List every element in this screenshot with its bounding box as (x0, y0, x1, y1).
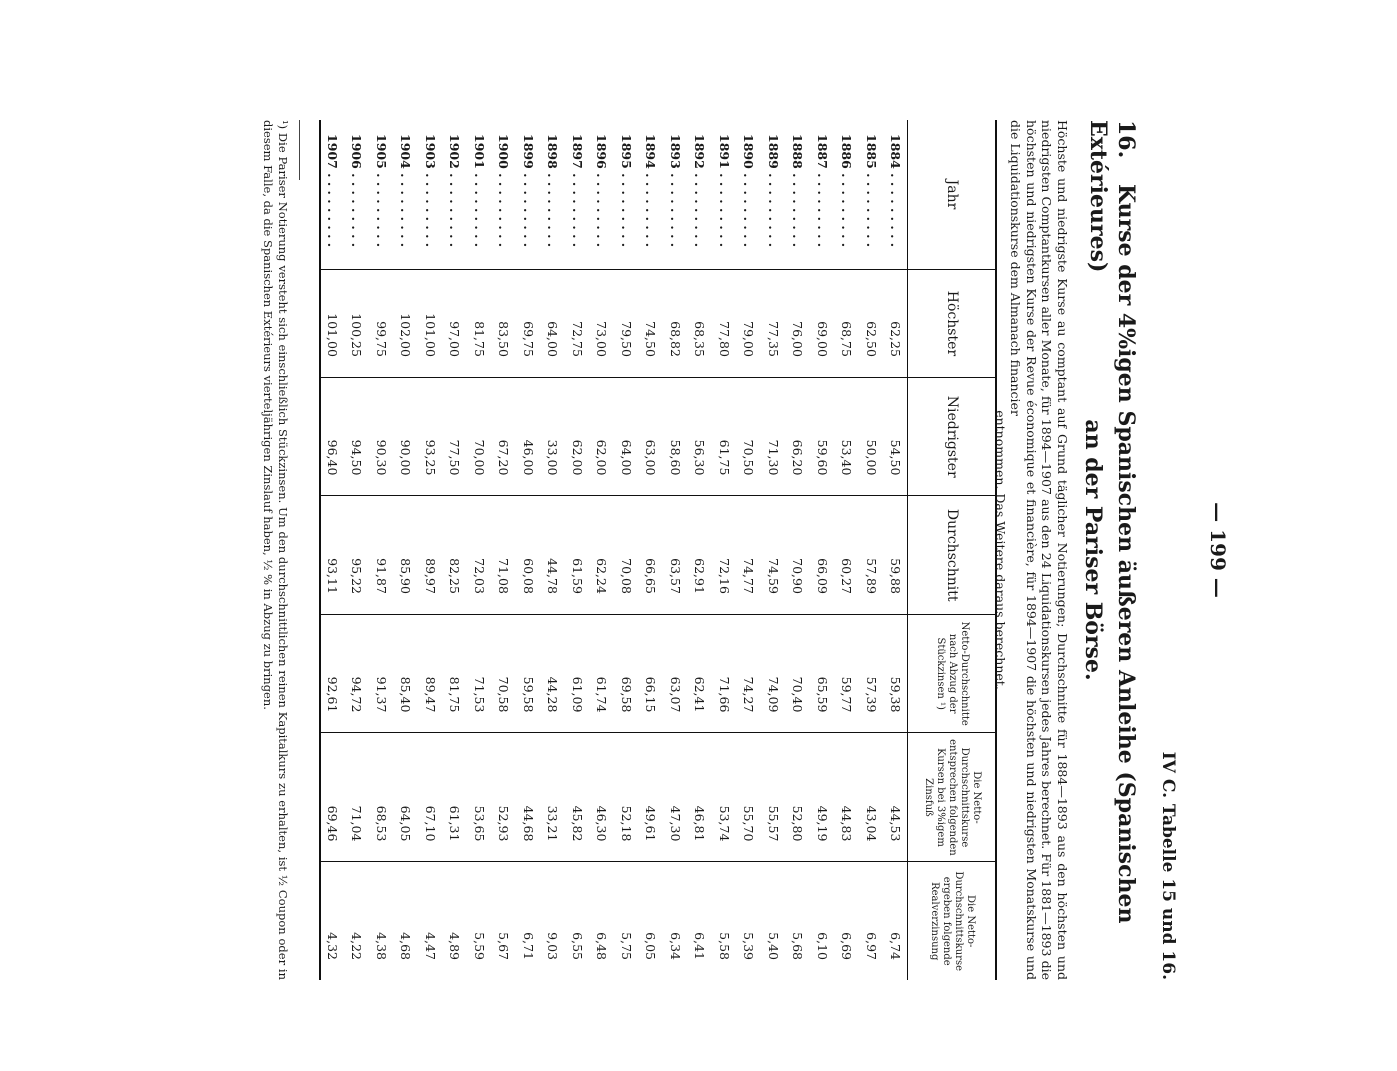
cell-jahr: 1887 . . . . . . . . . (810, 120, 835, 269)
cell-netto3: 53,65 (467, 733, 492, 862)
section-label: IV C. Tabelle 15 und 16. (1158, 751, 1178, 980)
col-header-hoechster: Höchster (908, 269, 996, 377)
cell-jahr: 1906 . . . . . . . . . (345, 120, 370, 269)
table-row (320, 120, 345, 980)
cell-rendite: 4,22 (349, 932, 365, 960)
cell-jahr: 1895 . . . . . . . . . (614, 120, 639, 269)
cell-hoechster: 101,00 (320, 269, 345, 377)
col-header-durchschnitt: Durchschnitt (908, 496, 996, 615)
table-row (369, 120, 394, 980)
cell-hoechster: 73,00 (590, 269, 615, 377)
cell-netto: 62,41 (688, 614, 713, 733)
cell-netto3: 45,82 (565, 733, 590, 862)
cell-netto3: 49,61 (639, 733, 664, 862)
cell-netto3: 71,04 (345, 733, 370, 862)
cell-hoechster: 77,80 (712, 269, 737, 377)
cell-netto3: 52,80 (786, 733, 811, 862)
cell-durchschnitt: 89,97 (418, 496, 443, 615)
footnote: ¹) Die Pariser Notierung versteht sich einschließlich Stückzinsen. Um den durchschnittlichen reinen Kapitalkurs zu erhalten, ist ½ Coupon oder in diesem Falle, da die Spanischen Extérieurs vierteljährigen Zinslauf haben, ½ % in Abzug zu bringen. (261, 120, 290, 980)
cell-niedrigster: 46,00 (516, 377, 541, 496)
cell-durchschnitt: 66,09 (810, 496, 835, 615)
cell-rendite: 6,05 (643, 932, 659, 960)
cell-jahr: 1905 . . . . . . . . . (369, 120, 394, 269)
cell-netto: 74,09 (761, 614, 786, 733)
cell-niedrigster: 62,00 (565, 377, 590, 496)
cell-netto: 81,75 (443, 614, 468, 733)
cell-durchschnitt: 95,22 (345, 496, 370, 615)
cell-niedrigster: 70,50 (737, 377, 762, 496)
table-row (492, 120, 517, 980)
table-row (418, 120, 443, 980)
cell-niedrigster: 71,30 (761, 377, 786, 496)
cell-niedrigster: 94,50 (345, 377, 370, 496)
cell-netto: 70,40 (786, 614, 811, 733)
cell-hoechster: 62,25 (884, 269, 909, 377)
cell-niedrigster: 50,00 (859, 377, 884, 496)
cell-niedrigster: 90,30 (369, 377, 394, 496)
cell-durchschnitt: 59,88 (884, 496, 909, 615)
cell-niedrigster: 61,75 (712, 377, 737, 496)
cell-rendite: 4,32 (325, 932, 341, 960)
cell-netto3: 64,05 (394, 733, 419, 862)
cell-durchschnitt: 62,91 (688, 496, 713, 615)
cell-hoechster: 69,00 (810, 269, 835, 377)
cell-durchschnitt: 74,59 (761, 496, 786, 615)
cell-niedrigster: 64,00 (614, 377, 639, 496)
cell-durchschnitt: 63,57 (663, 496, 688, 615)
cell-netto3: 49,19 (810, 733, 835, 862)
cell-rendite: 4,38 (373, 932, 389, 960)
cell-durchschnitt: 82,25 (443, 496, 468, 615)
table-row (835, 120, 860, 980)
cell-niedrigster: 70,00 (467, 377, 492, 496)
cell-jahr: 1902 . . . . . . . . . (443, 120, 468, 269)
cell-rendite: 6,71 (520, 932, 536, 960)
cell-netto: 61,09 (565, 614, 590, 733)
cell-niedrigster: 96,40 (320, 377, 345, 496)
table-row (614, 120, 639, 980)
cell-hoechster: 64,00 (541, 269, 566, 377)
cell-jahr: 1893 . . . . . . . . . (663, 120, 688, 269)
cell-rendite: 5,59 (471, 932, 487, 960)
title-number: 16. (1113, 120, 1139, 159)
cell-netto3: 52,93 (492, 733, 517, 862)
cell-hoechster: 69,75 (516, 269, 541, 377)
cell-hoechster: 74,50 (639, 269, 664, 377)
table-row (516, 120, 541, 980)
cell-hoechster: 72,75 (565, 269, 590, 377)
cell-jahr: 1896 . . . . . . . . . (590, 120, 615, 269)
table-row (688, 120, 713, 980)
cell-rendite: 6,97 (863, 932, 879, 960)
col-header-niedrigster: Niedrigster (908, 377, 996, 496)
rotated-page (220, 120, 1230, 980)
cell-netto: 57,39 (859, 614, 884, 733)
footnote-rule (299, 120, 300, 180)
cell-jahr: 1890 . . . . . . . . . (737, 120, 762, 269)
cell-netto: 71,66 (712, 614, 737, 733)
cell-jahr: 1892 . . . . . . . . . (688, 120, 713, 269)
cell-durchschnitt: 57,89 (859, 496, 884, 615)
cell-jahr: 1886 . . . . . . . . . (835, 120, 860, 269)
cell-netto: 74,27 (737, 614, 762, 733)
cell-jahr: 1891 . . . . . . . . . (712, 120, 737, 269)
table-row (810, 120, 835, 980)
cell-niedrigster: 77,50 (443, 377, 468, 496)
cell-netto: 61,74 (590, 614, 615, 733)
cell-rendite: 6,41 (692, 932, 708, 960)
cell-niedrigster: 33,00 (541, 377, 566, 496)
cell-durchschnitt: 70,08 (614, 496, 639, 615)
cell-netto: 85,40 (394, 614, 419, 733)
cell-jahr: 1888 . . . . . . . . . (786, 120, 811, 269)
cell-niedrigster: 63,00 (639, 377, 664, 496)
cell-durchschnitt: 72,16 (712, 496, 737, 615)
table-row (443, 120, 468, 980)
cell-durchschnitt: 72,03 (467, 496, 492, 615)
title-line-2: an der Pariser Börse. (1080, 419, 1106, 681)
cell-netto: 44,28 (541, 614, 566, 733)
cell-jahr: 1889 . . . . . . . . . (761, 120, 786, 269)
cell-durchschnitt: 71,08 (492, 496, 517, 615)
table-row (565, 120, 590, 980)
cell-netto: 92,61 (320, 614, 345, 733)
cell-hoechster: 68,82 (663, 269, 688, 377)
cell-rendite: 5,75 (618, 932, 634, 960)
data-table (319, 120, 997, 980)
cell-niedrigster: 58,60 (663, 377, 688, 496)
cell-hoechster: 62,50 (859, 269, 884, 377)
col-header-rendite: Die Netto-Durchschnittskurse ergeben folgende Realverzinsung (928, 871, 976, 972)
table-row (541, 120, 566, 980)
cell-durchschnitt: 85,90 (394, 496, 419, 615)
cell-niedrigster: 54,50 (884, 377, 909, 496)
cell-jahr: 1898 . . . . . . . . . (541, 120, 566, 269)
table-row (859, 120, 884, 980)
cell-netto3: 47,30 (663, 733, 688, 862)
cell-durchschnitt: 74,77 (737, 496, 762, 615)
cell-rendite: 4,68 (398, 932, 414, 960)
cell-hoechster: 79,50 (614, 269, 639, 377)
table-row (467, 120, 492, 980)
cell-durchschnitt: 44,78 (541, 496, 566, 615)
cell-netto3: 33,21 (541, 733, 566, 862)
cell-netto: 89,47 (418, 614, 443, 733)
cell-jahr: 1894 . . . . . . . . . (639, 120, 664, 269)
table-row (639, 120, 664, 980)
cell-niedrigster: 66,20 (786, 377, 811, 496)
cell-durchschnitt: 61,59 (565, 496, 590, 615)
cell-hoechster: 68,75 (835, 269, 860, 377)
cell-hoechster: 83,50 (492, 269, 517, 377)
cell-netto3: 55,70 (737, 733, 762, 862)
cell-netto3: 43,04 (859, 733, 884, 862)
cell-rendite: 6,10 (814, 932, 830, 960)
col-header-netto3: Die Netto-Durchschnittskurse entsprechen folgenden Kursen bei 3%igem Zinsfuß (908, 733, 996, 862)
cell-durchschnitt: 60,08 (516, 496, 541, 615)
table-row (590, 120, 615, 980)
cell-netto3: 67,10 (418, 733, 443, 862)
cell-rendite: 4,47 (422, 932, 438, 960)
cell-rendite: 5,68 (790, 932, 806, 960)
table-row (663, 120, 688, 980)
cell-netto3: 68,53 (369, 733, 394, 862)
intro-paragraph: Höchste und niedrigste Kurse au comptant auf Grund täglicher Notierungen; Durchschnitte für 1884—1893 aus den höchsten und niedrigsten Comptantkursen aller Monate, für 1894—1907 aus den 24 Liquidationskursen jedes Jahres berechnet. Für 1881—1893 die höchsten und niedrigsten Kurse der Revue économique et financière, für 1894—1907 die höchsten und niedrigsten Monatskurse und die Liquidationskurse dem Almanach financier (1008, 120, 1070, 980)
cell-durchschnitt: 62,24 (590, 496, 615, 615)
cell-niedrigster: 93,25 (418, 377, 443, 496)
cell-netto: 65,59 (810, 614, 835, 733)
cell-jahr: 1897 . . . . . . . . . (565, 120, 590, 269)
cell-jahr: 1885 . . . . . . . . . (859, 120, 884, 269)
cell-netto3: 52,18 (614, 733, 639, 862)
intro-last-line: entnommen. Das Weitere daraus berechnet. (993, 410, 1008, 690)
cell-durchschnitt: 91,87 (369, 496, 394, 615)
table-row (345, 120, 370, 980)
cell-netto: 71,53 (467, 614, 492, 733)
title-line-1: Kurse der 4%igen Spanischen äußeren Anleihe (Spanischen Extérieures) (1085, 120, 1139, 924)
cell-netto3: 61,31 (443, 733, 468, 862)
cell-durchschnitt: 60,27 (835, 496, 860, 615)
cell-jahr: 1904 . . . . . . . . . (394, 120, 419, 269)
cell-hoechster: 97,00 (443, 269, 468, 377)
cell-durchschnitt: 70,90 (786, 496, 811, 615)
cell-jahr: 1899 . . . . . . . . . (516, 120, 541, 269)
cell-jahr: 1884 . . . . . . . . . (884, 120, 909, 269)
cell-netto: 70,58 (492, 614, 517, 733)
cell-niedrigster: 62,00 (590, 377, 615, 496)
cell-netto3: 44,53 (884, 733, 909, 862)
cell-hoechster: 81,75 (467, 269, 492, 377)
cell-jahr: 1900 . . . . . . . . . (492, 120, 517, 269)
table-row (884, 120, 909, 980)
cell-jahr: 1907 . . . . . . . . . (320, 120, 345, 269)
cell-netto: 59,77 (835, 614, 860, 733)
table-row (737, 120, 762, 980)
cell-rendite: 6,69 (839, 932, 855, 960)
table-body (320, 120, 908, 980)
table-row (712, 120, 737, 980)
cell-netto3: 46,81 (688, 733, 713, 862)
cell-hoechster: 77,35 (761, 269, 786, 377)
cell-netto3: 44,83 (835, 733, 860, 862)
cell-rendite: 6,74 (888, 932, 903, 960)
cell-hoechster: 101,00 (418, 269, 443, 377)
table-row (761, 120, 786, 980)
cell-netto3: 55,57 (761, 733, 786, 862)
cell-rendite: 6,34 (667, 932, 683, 960)
cell-hoechster: 100,25 (345, 269, 370, 377)
cell-netto: 66,15 (639, 614, 664, 733)
cell-hoechster: 76,00 (786, 269, 811, 377)
cell-niedrigster: 90,00 (394, 377, 419, 496)
cell-hoechster: 102,00 (394, 269, 419, 377)
cell-durchschnitt: 66,65 (639, 496, 664, 615)
table-row (394, 120, 419, 980)
cell-rendite: 6,55 (569, 932, 585, 960)
cell-netto: 94,72 (345, 614, 370, 733)
cell-rendite: 5,40 (765, 932, 781, 960)
page-number: — 199 — (1206, 502, 1230, 598)
cell-netto: 59,58 (516, 614, 541, 733)
cell-rendite: 6,48 (594, 932, 610, 960)
cell-rendite: 4,89 (447, 932, 463, 960)
cell-rendite: 5,39 (741, 932, 757, 960)
intro-text (993, 120, 1071, 980)
cell-niedrigster: 59,60 (810, 377, 835, 496)
table-row (786, 120, 811, 980)
cell-niedrigster: 67,20 (492, 377, 517, 496)
cell-hoechster: 99,75 (369, 269, 394, 377)
cell-rendite: 9,03 (545, 932, 561, 960)
col-header-jahr: Jahr (908, 120, 996, 269)
cell-jahr: 1903 . . . . . . . . . (418, 120, 443, 269)
cell-netto: 63,07 (663, 614, 688, 733)
page-header (1158, 120, 1230, 980)
cell-netto: 69,58 (614, 614, 639, 733)
col-header-netto: Netto-Durchschnitte nach Abzug der Stückzinsen ¹) (908, 614, 996, 733)
cell-hoechster: 68,35 (688, 269, 713, 377)
cell-rendite: 5,67 (496, 932, 512, 960)
cell-niedrigster: 53,40 (835, 377, 860, 496)
cell-netto: 59,38 (884, 614, 909, 733)
cell-jahr: 1901 . . . . . . . . . (467, 120, 492, 269)
cell-niedrigster: 56,30 (688, 377, 713, 496)
cell-netto3: 44,68 (516, 733, 541, 862)
cell-netto: 91,37 (369, 614, 394, 733)
cell-durchschnitt: 93,11 (320, 496, 345, 615)
cell-netto3: 46,30 (590, 733, 615, 862)
cell-hoechster: 79,00 (737, 269, 762, 377)
cell-netto3: 53,74 (712, 733, 737, 862)
cell-rendite: 5,58 (716, 932, 732, 960)
cell-netto3: 69,46 (320, 733, 345, 862)
